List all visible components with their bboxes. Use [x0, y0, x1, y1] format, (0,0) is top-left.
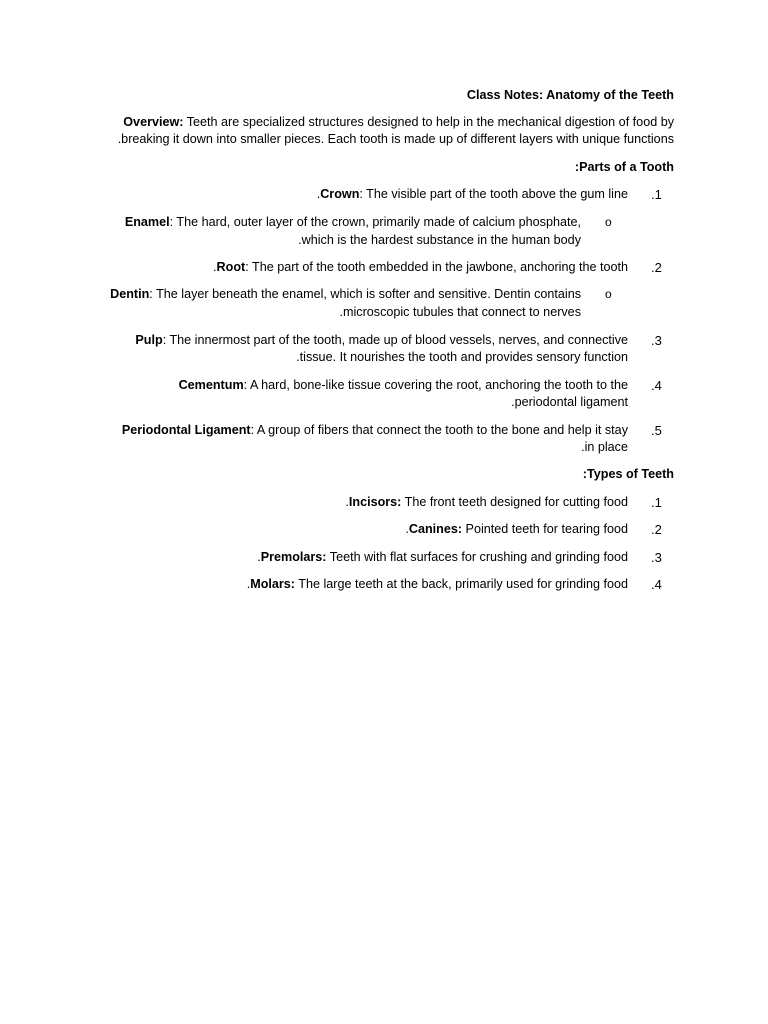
type-4-number: .4: [651, 577, 662, 592]
sub-enamel-line-1: [125, 214, 581, 232]
part-cementum-line-1: [179, 377, 628, 395]
type-3-number: .3: [651, 550, 662, 565]
sub-enamel-bullet: o: [605, 215, 612, 229]
part-periodontal-line-2: [581, 439, 628, 457]
type-incisors: [345, 494, 628, 512]
part-root-prefix: .: [213, 260, 217, 274]
type-incisors-text: The front teeth designed for cutting food: [401, 495, 628, 509]
part-cementum-text-1: : A hard, bone-like tissue covering the root, anchoring the tooth to the: [243, 378, 628, 392]
part-periodontal-term: Periodontal Ligament: [121, 423, 251, 437]
part-root-term: Root: [216, 260, 246, 274]
part-periodontal-text-1: : A group of fibers that connect the tooth to the bone and help it stay: [250, 423, 628, 437]
part-pulp-line-2: [296, 349, 628, 367]
part-crown-prefix: .: [316, 187, 321, 201]
type-molars-term: Molars:: [250, 577, 295, 591]
sub-dentin-bullet: o: [605, 287, 612, 301]
part-pulp-term: Pulp: [135, 333, 163, 347]
part-cementum-text-2: .periodontal ligament: [511, 395, 628, 409]
sub-dentin-line-1: [110, 286, 581, 304]
type-incisors-prefix: .: [345, 495, 349, 509]
type-molars: [247, 576, 628, 594]
part-3-number: .3: [651, 333, 662, 348]
overview-text-2: .breaking it down into smaller pieces. Each tooth is made up of different layers with unique functions: [117, 132, 674, 146]
sub-dentin-text-2: .microscopic tubules that connect to nerves: [339, 305, 581, 319]
part-crown-text: : The visible part of the tooth above the gum line: [359, 187, 628, 201]
type-premolars-prefix: .: [257, 550, 261, 564]
part-pulp-line-1: [135, 332, 628, 350]
type-canines-text: Pointed teeth for tearing food: [462, 522, 628, 536]
part-root-text: : The part of the tooth embedded in the jawbone, anchoring the tooth: [245, 260, 628, 274]
sub-enamel-text-2: .which is the hardest substance in the human body: [298, 233, 581, 247]
part-periodontal-line-1: [122, 422, 628, 440]
part-pulp-text-1: : The innermost part of the tooth, made up of blood vessels, nerves, and connective: [162, 333, 628, 347]
sub-enamel-text-1: : The hard, outer layer of the crown, primarily made of calcium phosphate,: [169, 215, 581, 229]
part-root: [213, 259, 628, 277]
part-2-number: .2: [651, 260, 662, 275]
part-4-number: .4: [651, 378, 662, 393]
type-1-number: .1: [651, 495, 662, 510]
part-1-number: .1: [651, 187, 662, 202]
overview-line-2: [118, 131, 674, 149]
type-molars-prefix: .: [246, 577, 251, 591]
sub-dentin-term: Dentin: [110, 287, 150, 301]
type-premolars-text: Teeth with flat surfaces for crushing and grinding food: [326, 550, 628, 564]
type-canines-term: Canines:: [408, 522, 463, 536]
sub-dentin-line-2: [339, 304, 581, 322]
sub-enamel-term: Enamel: [124, 215, 170, 229]
part-5-number: .5: [651, 423, 662, 438]
type-canines: [405, 521, 628, 539]
part-periodontal-text-2: .in place: [581, 440, 628, 454]
type-incisors-term: Incisors:: [348, 495, 402, 509]
sub-dentin-text-1: : The layer beneath the enamel, which is softer and sensitive. Dentin contains: [149, 287, 581, 301]
parts-heading: :Parts of a Tooth: [574, 160, 674, 174]
type-molars-text: The large teeth at the back, primarily used for grinding food: [295, 577, 628, 591]
overview-label: Overview:: [123, 115, 184, 129]
part-crown: [317, 186, 628, 204]
type-2-number: .2: [651, 522, 662, 537]
overview-line-1: [123, 114, 674, 132]
part-cementum-term: Cementum: [178, 378, 244, 392]
overview-text-1: Teeth are specialized structures designed to help in the mechanical digestion of food by: [183, 115, 674, 129]
type-premolars-term: Premolars:: [260, 550, 327, 564]
sub-enamel-line-2: [298, 232, 581, 250]
types-heading: :Types of Teeth: [582, 467, 674, 481]
part-pulp-text-2: .tissue. It nourishes the tooth and provides sensory function: [296, 350, 628, 364]
type-premolars: [257, 549, 628, 567]
type-canines-prefix: .: [405, 522, 409, 536]
part-crown-term: Crown: [320, 187, 360, 201]
page-title: Class Notes: Anatomy of the Teeth: [466, 88, 674, 102]
part-cementum-line-2: [511, 394, 628, 412]
